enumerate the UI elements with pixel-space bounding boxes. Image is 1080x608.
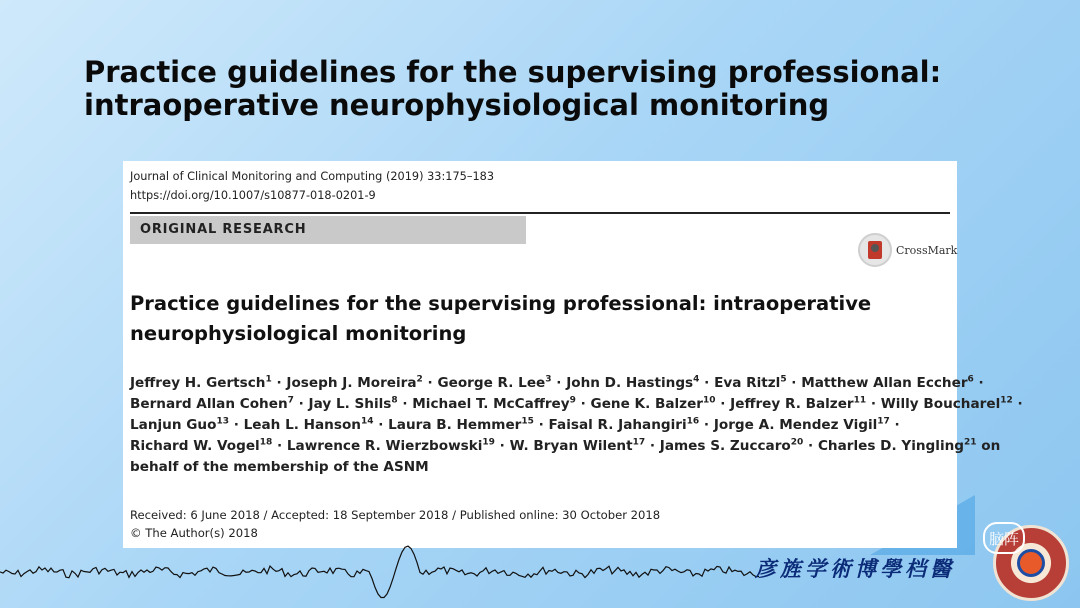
author-list-tail: behalf of the membership of the ASNM (130, 459, 429, 475)
author-name[interactable]: Lanjun Guo (130, 417, 217, 433)
author-affiliation: 9 (569, 395, 576, 406)
author-affiliation: 21 (964, 437, 977, 448)
author-affiliation: 4 (693, 374, 700, 385)
copyright: © The Author(s) 2018 (130, 525, 258, 540)
paper-title (130, 289, 930, 349)
author-separator: · (1012, 396, 1023, 412)
author-affiliation: 20 (790, 437, 804, 448)
publication-dates: Received: 6 June 2018 / Accepted: 18 September 2018 / Published online: 30 October 2018 (130, 508, 661, 522)
journal-citation: Journal of Clinical Monitoring and Computing (2019) 33:175–183 (130, 170, 495, 183)
author-line: Lanjun Guo$^{13}$ · Leah L. Hanson$^{14}$ · Laura B. Hemmer$^{15}$ · Faisal R. Jahangiri$^{16}$ · Jorge A. Mendez Vigil$^{17}$ · (130, 416, 900, 433)
crossmark-badge[interactable] (858, 233, 957, 267)
author-list (130, 373, 1023, 478)
author-name[interactable]: Willy Boucharel (880, 396, 1001, 412)
calligraphy-signature: 彦旌学術博學档醫 (755, 556, 955, 581)
author-affiliation: 11 (853, 395, 867, 406)
author-affiliation: 19 (482, 437, 495, 448)
author-affiliation: 5 (780, 374, 787, 385)
author-name[interactable]: Faisal R. Jahangiri (548, 417, 687, 433)
author-line: Richard W. Vogel$^{18}$ · Lawrence R. Wierzbowski$^{19}$ · W. Bryan Wilent$^{17}$ · James S. Zuccaro$^{20}$ · Charles D. Yingling$^{21}$ on (130, 437, 1001, 454)
author-name[interactable]: Richard W. Vogel (130, 438, 260, 454)
article-category-banner: ORIGINAL RESEARCH (130, 216, 526, 244)
header-rule (130, 212, 950, 214)
author-name[interactable]: Bernard Allan Cohen (130, 396, 288, 412)
author-affiliation: 13 (216, 416, 229, 427)
author-name[interactable]: Leah L. Hanson (243, 417, 361, 433)
crossmark-icon (858, 233, 892, 267)
slide-title-line-1: Practice guidelines for the supervising professional: (84, 55, 942, 89)
paper-title-line-2: neurophysiological monitoring (130, 322, 467, 345)
author-name[interactable]: Jay L. Shils (308, 396, 392, 412)
author-affiliation: 10 (703, 395, 716, 406)
author-name[interactable]: Gene K. Balzer (590, 396, 703, 412)
author-name[interactable]: Jorge A. Mendez Vigil (713, 417, 878, 433)
author-name[interactable]: Jeffrey H. Gertsch (130, 375, 266, 391)
author-name[interactable]: Jeffrey R. Balzer (730, 396, 854, 412)
author-name[interactable]: George R. Lee (437, 375, 546, 391)
author-separator: on (976, 438, 1001, 454)
author-name[interactable]: James S. Zuccaro (659, 438, 791, 454)
author-name[interactable]: Michael T. McCaffrey (412, 396, 570, 412)
author-affiliation: 3 (545, 374, 552, 385)
journal-header (130, 167, 494, 205)
author-affiliation: 1 (265, 374, 272, 385)
slide-title-line-2: intraoperative neurophysiological monitoring (84, 88, 830, 122)
author-affiliation: 8 (391, 395, 398, 406)
author-affiliation: 15 (521, 416, 534, 427)
author-name[interactable]: Eva Ritzl (714, 375, 781, 391)
author-affiliation: 12 (1000, 395, 1013, 406)
author-affiliation: 16 (686, 416, 700, 427)
author-affiliation: 6 (967, 374, 974, 385)
slide-title (84, 56, 984, 122)
author-name[interactable]: Joseph J. Moreira (286, 375, 417, 391)
publication-info (130, 507, 660, 542)
paper-title-line-1: Practice guidelines for the supervising professional: intraoperative (130, 292, 872, 315)
author-separator: · (973, 375, 984, 391)
author-line: Jeffrey H. Gertsch$^1$ · Joseph J. Moreira$^2$ · George R. Lee$^3$ · John D. Hastings$^4$ · Eva Ritzl$^5$ · Matthew Allan Eccher$^6$ · (130, 374, 984, 391)
author-name[interactable]: Charles D. Yingling (817, 438, 965, 454)
author-affiliation: 17 (877, 416, 890, 427)
author-line: Bernard Allan Cohen$^7$ · Jay L. Shils$^8$ · Michael T. McCaffrey$^9$ · Gene K. Balzer$^{10}$ · Jeffrey R. Balzer$^{11}$ · Willy Boucharel$^{12}$ · (130, 395, 1023, 412)
author-affiliation: 17 (632, 437, 646, 448)
doi-link[interactable]: https://doi.org/10.1007/s10877-018-0201-9 (130, 189, 376, 202)
author-name[interactable]: John D. Hastings (566, 375, 694, 391)
author-name[interactable]: W. Bryan Wilent (509, 438, 633, 454)
author-affiliation: 18 (259, 437, 273, 448)
author-affiliation: 2 (416, 374, 423, 385)
author-affiliation: 7 (287, 395, 294, 406)
author-name[interactable]: Laura B. Hemmer (388, 417, 522, 433)
crossmark-label: CrossMark (896, 243, 958, 257)
author-name[interactable]: Matthew Allan Eccher (801, 375, 968, 391)
author-separator: · (889, 417, 900, 433)
eeg-signal-decoration (0, 540, 760, 608)
emblem-center (1017, 549, 1045, 577)
emblem-label: 脑阵 (983, 522, 1025, 554)
author-name[interactable]: Lawrence R. Wierzbowski (286, 438, 483, 454)
author-affiliation: 14 (360, 416, 374, 427)
